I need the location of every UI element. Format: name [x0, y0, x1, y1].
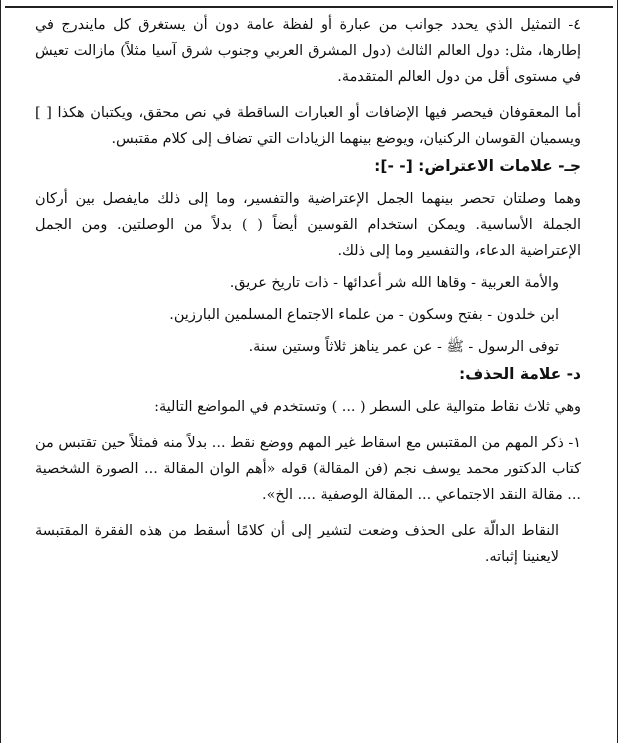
page-content [35, 12, 581, 570]
example-arab-nation: والأمة العربية - وقاها الله شر أعدائها - ذات تاريخ عريق. [229, 275, 559, 291]
paragraph-interjection: وهما وصلتان تحصر بينهما الجمل الإعتراضية والتفسير، وما إلى ذلك مايفصل بين أركان الجملة الأساسية. ويمكن استخدام القوسين أيضاً ( ) بدلاً من الوصلتين. ومن الجمل الإعتراضية الدعاء، والتفسير وما إلى ذلك. [35, 191, 581, 259]
list-item-1: ١- ذكر المهم من المقتبس مع اسقاط غير المهم ووضع نقط ... بدلاً منه فمثلاً حين تقتبس من كتاب الدكتور محمد يوسف نجم (فن المقالة) قوله «أهم الوان المقالة ... الصورة الشخصية ... مقالة النقد الاجتماعي ... المقالة الوصفية .... الخ». [35, 435, 581, 503]
example-ibn-khaldun: ابن خلدون - بفتح وسكون - من علماء الاجتماع المسلمين البارزين. [169, 307, 559, 323]
section-heading-interjection: جـ- علامات الاعتراض: [- -]: [374, 157, 581, 175]
top-rule [5, 6, 613, 8]
paragraph-brackets: أما المعقوفان فيحصر فيها الإضافات أو العبارات الساقطة في نص محقق، ويكتبان هكذا [ ] ويسميان القوسان الركنيان، ويوضع بينهما الزيادات التي تضاف إلى كلام مقتبس. [35, 105, 581, 147]
paragraph-ellipsis: وهي ثلاث نقاط متوالية على السطر ( ... ) وتستخدم في المواضع التالية: [154, 399, 581, 415]
paragraph-example-4: ٤- التمثيل الذي يحدد جوانب من عبارة أو لفظة عامة دون أن يستغرق كل مايندرج في إطارها، مثل: دول العالم الثالث (دول المشرق العربي وجنوب شرق آسيا مثلاً) مازالت تعيش في مستوى أقل من دول العالم المتقدمة. [35, 17, 581, 85]
section-heading-ellipsis: د- علامة الحذف: [459, 365, 581, 383]
paragraph-ellipsis-note: النقاط الدالّة على الحذف وضعت لتشير إلى أن كلامًا أسقط من هذه الفقرة المقتبسة لايعنينا إثباته. [35, 523, 559, 565]
example-prophet: توفى الرسول - ﷺ - عن عمر يناهز ثلاثاً وستين سنة. [248, 339, 559, 355]
